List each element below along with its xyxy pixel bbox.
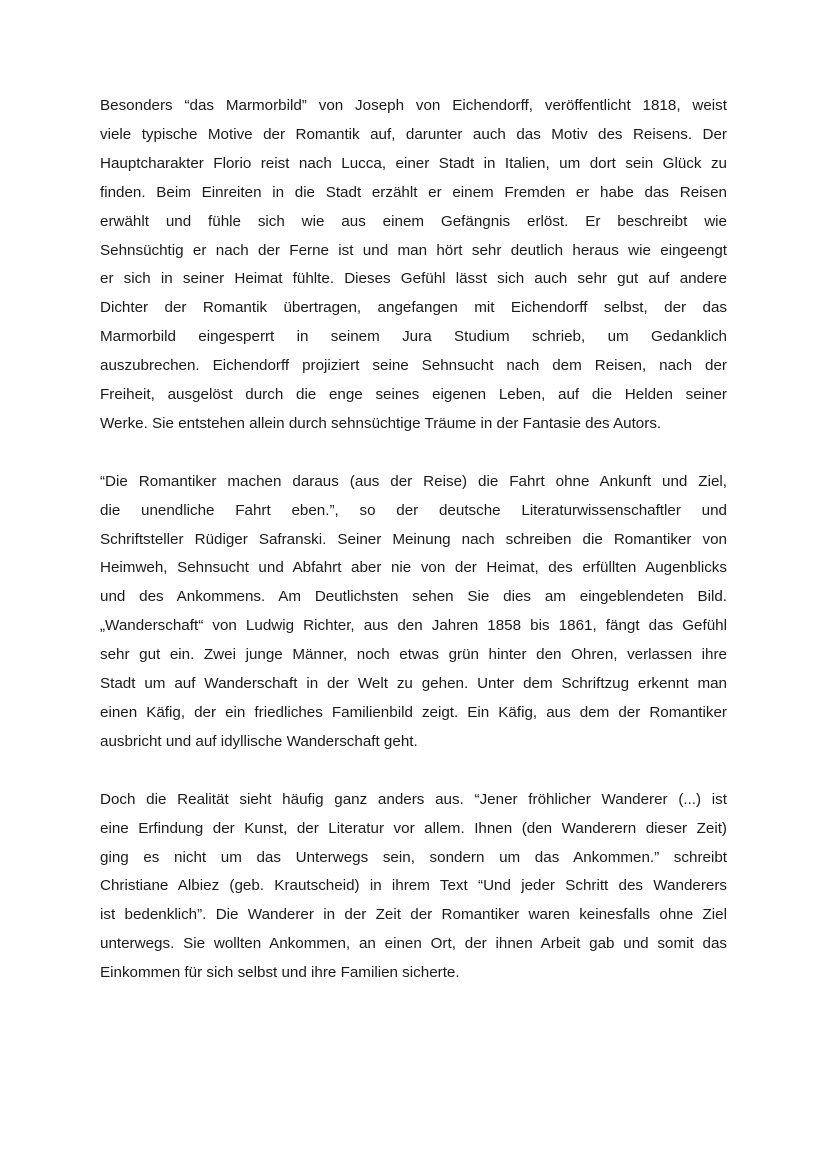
- text-line: ausbricht und auf idyllische Wanderschaft geht.: [100, 732, 418, 750]
- text-line: finden. Beim Einreiten in die Stadt erzählt er einem Fremden er habe das Reisen: [100, 183, 727, 201]
- text-line: Doch die Realität sieht häufig ganz anders aus. “Jener fröhlicher Wanderer (...) ist: [100, 790, 727, 808]
- text-line: unterwegs. Sie wollten Ankommen, an einen Ort, der ihnen Arbeit gab und somit das: [100, 935, 727, 953]
- text-line: ging es nicht um das Unterwegs sein, sondern um das Ankommen.” schreibt: [100, 848, 727, 866]
- text-line: Einkommen für sich selbst und ihre Familien sicherte.: [100, 964, 460, 982]
- text-line: Marmorbild eingesperrt in seinem Jura Studium schrieb, um Gedanklich: [100, 328, 727, 346]
- text-line: Freiheit, ausgelöst durch die enge seines eigenen Leben, auf die Helden seiner: [100, 386, 727, 404]
- paragraph-3: [100, 786, 727, 988]
- text-line: einen Käfig, der ein friedliches Familienbild zeigt. Ein Käfig, aus dem der Romantiker: [100, 704, 727, 722]
- text-line: eine Erfindung der Kunst, der Literatur vor allem. Ihnen (den Wanderern dieser Zeit): [100, 819, 727, 837]
- text-line: die unendliche Fahrt eben.”, so der deutsche Literaturwissenschaftler und: [100, 501, 727, 519]
- text-line: ist bedenklich”. Die Wanderer in der Zeit der Romantiker waren keinesfalls ohne Ziel: [100, 906, 727, 924]
- paragraph-2: [100, 468, 727, 757]
- text-line: Hauptcharakter Florio reist nach Lucca, einer Stadt in Italien, um dort sein Glück zu: [100, 154, 727, 172]
- text-line: Stadt um auf Wanderschaft in der Welt zu gehen. Unter dem Schriftzug erkennt man: [100, 675, 727, 693]
- text-line: Sehnsüchtig er nach der Ferne ist und man hört sehr deutlich heraus wie eingeengt: [100, 241, 727, 259]
- text-line: und des Ankommens. Am Deutlichsten sehen Sie dies am eingeblendeten Bild.: [100, 588, 727, 606]
- text-line: viele typische Motive der Romantik auf, darunter auch das Motiv des Reisens. Der: [100, 125, 727, 143]
- document-body: [100, 92, 727, 1017]
- text-line: Besonders “das Marmorbild” von Joseph von Eichendorff, veröffentlicht 1818, weist: [100, 97, 727, 114]
- text-line: Christiane Albiez (geb. Krautscheid) in ihrem Text “Und jeder Schritt des Wanderers: [100, 877, 727, 895]
- text-line: Heimweh, Sehnsucht und Abfahrt aber nie von der Heimat, des erfüllten Augenblicks: [100, 559, 727, 577]
- text-line: Dichter der Romantik übertragen, angefangen mit Eichendorff selbst, der das: [100, 299, 727, 317]
- text-line: Werke. Sie entstehen allein durch sehnsüchtige Träume in der Fantasie des Autors.: [100, 414, 662, 432]
- text-line: sehr gut ein. Zwei junge Männer, noch etwas grün hinter den Ohren, verlassen ihre: [100, 646, 727, 664]
- text-line: „Wanderschaft“ von Ludwig Richter, aus den Jahren 1858 bis 1861, fängt das Gefühl: [100, 617, 727, 635]
- text-line: er sich in seiner Heimat fühlte. Dieses Gefühl lässt sich auch sehr gut auf andere: [100, 270, 727, 288]
- paragraph-1: [100, 92, 727, 439]
- text-line: erwählt und fühle sich wie aus einem Gefängnis erlöst. Er beschreibt wie: [100, 212, 727, 230]
- text-line: Schriftsteller Rüdiger Safranski. Seiner Meinung nach schreiben die Romantiker von: [100, 530, 727, 548]
- text-line: “Die Romantiker machen daraus (aus der Reise) die Fahrt ohne Ankunft und Ziel,: [100, 472, 727, 490]
- text-line: auszubrechen. Eichendorff projiziert seine Sehnsucht nach dem Reisen, nach der: [100, 357, 727, 375]
